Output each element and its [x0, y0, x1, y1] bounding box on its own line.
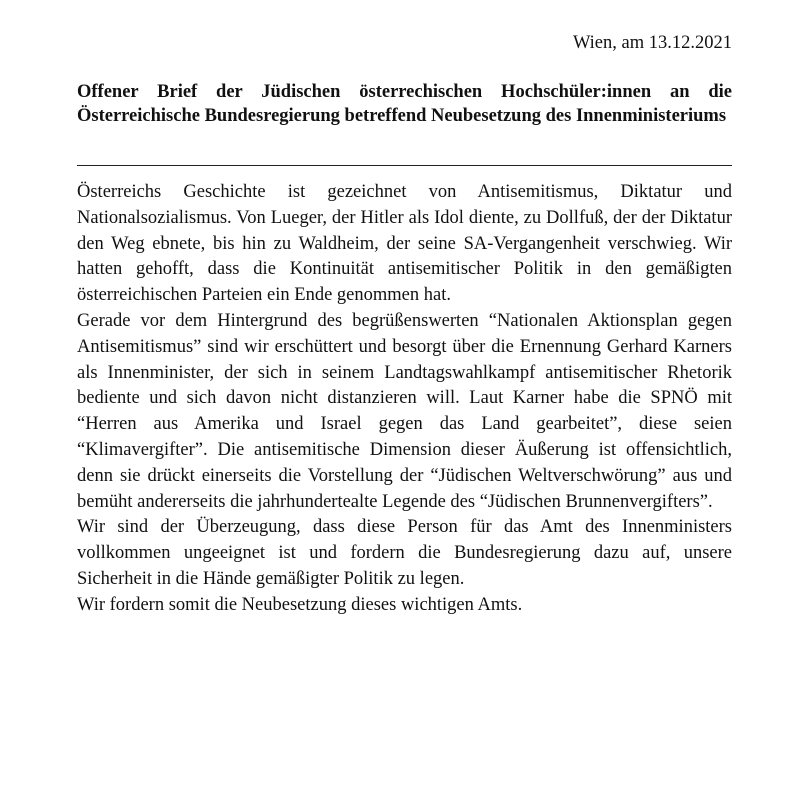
- paragraph-history: Österreichs Geschichte ist gezeichnet von Antisemitismus, Diktatur und Nationalsozialismus. Von Lueger, der Hitler als Idol diente, zu Dollfuß, der der Diktatur den Weg ebnete, bis hin zu Waldheim, der seine SA-Vergangenheit verschwieg. Wir hatten gehofft, dass die Kontinuität antisemitischer Politik in den gemäßigten österreichischen Parteien ein Ende genommen hat.: [77, 182, 732, 306]
- paragraph-closing: Wir fordern somit die Neubesetzung dieses wichtigen Amts.: [77, 594, 523, 615]
- paragraph-demand: Wir sind der Überzeugung, dass diese Person für das Amt des Innenministers vollkommen ungeeignet ist und fordern die Bundesregierung dazu auf, unsere Sicherheit in die Hände gemäßigter Politik zu legen.: [77, 517, 732, 589]
- date-line: Wien, am 13.12.2021: [572, 33, 732, 53]
- letter-body: [77, 180, 732, 619]
- title-divider: [77, 165, 732, 166]
- letter-title: Offener Brief der Jüdischen österrechischen Hochschüler:innen an die Österreichische Bundesregierung betreffend Neubesetzung des Innenministeriums: [77, 82, 732, 126]
- paragraph-karner: Gerade vor dem Hintergrund des begrüßenswerten “Nationalen Aktionsplan gegen Antisemitismus” sind wir erschüttert und besorgt über die Ernennung Gerhard Karners als Innenminister, der sich in seinem Landtagswahlkampf antisemitischer Rhetorik bediente und sich davon nicht distanzieren will. Laut Karner habe die SPNÖ mit “Herren aus Amerika und Israel gegen das Land gearbeitet”, diese seien “Klimavergifter”. Die antisemitische Dimension dieser Äußerung ist offensichtlich, denn sie drückt einerseits die Vorstellung der “Jüdischen Weltverschwörung” aus und bemüht andererseits die jahrhundertealte Legende des “Jüdischen Brunnenvergifters”.: [77, 310, 732, 512]
